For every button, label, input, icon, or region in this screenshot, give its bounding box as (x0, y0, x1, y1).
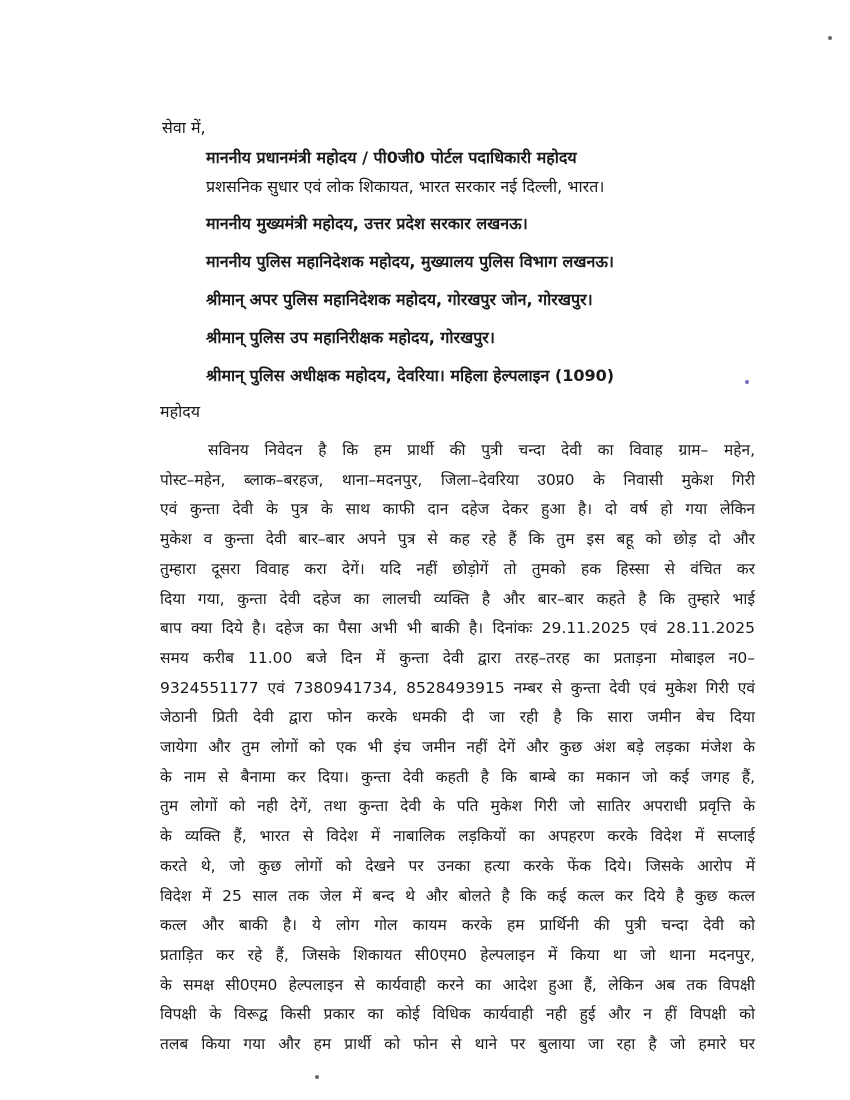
greeting: महोदय (160, 402, 200, 421)
scan-speck (828, 36, 832, 40)
body-line: जेठानी प्रिती देवी द्वारा फोन करके धमकी दी जा रही है कि सारा जमीन बेच दिया (160, 708, 755, 727)
body-line: विदेश में 25 साल तक जेल में बन्द थे और बोलते है कि कई कत्ल कर दिये है कुछ कत्ल (160, 886, 755, 905)
body-line: के समक्ष सी0एम0 हेल्पलाइन से कार्यवाही करने का आदेश हुआ हैं, लेकिन अब तक विपक्षी (160, 975, 755, 994)
body-line: समय करीब 11.00 बजे दिन में कुन्ता देवी द्वारा तरह–तरह का प्रताड़ना मोबाइल न0– (160, 648, 755, 667)
body-line: के नाम से बैनामा कर दिया। कुन्ता देवी कहती है कि बाम्बे का मकान जो कई जगह हैं, (160, 767, 755, 786)
body-line: 9324551177 एवं 7380941734, 8528493915 नम्बर से कुन्ता देवी एवं मुकेश गिरी एवं (160, 678, 755, 697)
addressee-pm-dept: प्रशसनिक सुधार एवं लोक शिकायत, भारत सरकार नई दिल्ली, भारत। (206, 177, 605, 196)
body-line: दिया गया, कुन्ता देवी दहेज का लालची व्यक्ति है और बार–बार कहते है कि तुम्हारे भाई (160, 589, 755, 608)
body-line: करते थे, जो कुछ लोगों को देखने पर उनका हत्या करके फेंक दिये। जिसके आरोप में (160, 856, 755, 875)
addressee-adg: श्रीमान् अपर पुलिस महानिदेशक महोदय, गोरखपुर जोन, गोरखपुर। (206, 290, 593, 309)
addressee-cm: माननीय मुख्यमंत्री महोदय, उत्तर प्रदेश सरकार लखनऊ। (206, 214, 528, 233)
body-line: तुम लोगों को नही देगें, तथा कुन्ता देवी के पति मुकेश गिरी जो सातिर अपराधी प्रवृत्ति के (160, 797, 755, 816)
body-line: कत्ल और बाकी है। ये लोग गोल कायम करके हम प्रार्थिनी की पुत्री चन्दा देवी को (160, 916, 755, 935)
addressee-sp: श्रीमान् पुलिस अधीक्षक महोदय, देवरिया। महिला हेल्पलाइन (1090) (206, 366, 615, 385)
body-line: पोस्ट–महेन, ब्लाक–बरहज, थाना–मदनपुर, जिला–देवरिया उ0प्र0 के निवासी मुकेश गिरी (160, 470, 755, 489)
body-line: मुकेश व कुन्ता देवी बार–बार अपने पुत्र से कह रहे हैं कि तुम इस बहू को छोड़ दो और (160, 530, 755, 549)
body-line: सविनय निवेदन है कि हम प्रार्थी की पुत्री चन्दा देवी का विवाह ग्राम– महेन, (208, 441, 755, 459)
scan-speck (315, 1075, 319, 1079)
body-line: विपक्षी के विरूद्व किसी प्रकार का कोई विधिक कार्यवाही नही हुई और न हीं विपक्षी को (160, 1005, 755, 1024)
body-line: बाप क्या दिये है। दहेज का पैसा अभी भी बाकी है। दिनांकः 29.11.2025 एवं 28.11.2025 (160, 619, 755, 638)
addressee-dig: श्रीमान् पुलिस उप महानिरीक्षक महोदय, गोरखपुर। (206, 328, 495, 347)
body-line: तलब किया गया और हम प्रार्थी को फोन से थाने पर बुलाया जा रहा है जो हमारे घर (160, 1035, 755, 1054)
addressee-pm: माननीय प्रधानमंत्री महोदय / पी0जी0 पोर्टल पदाधिकारी महोदय (206, 148, 577, 167)
salutation: सेवा में, (162, 118, 206, 137)
body-line: जायेगा और तुम लोगों को एक भी इंच जमीन नहीं देगें और कुछ अंश बड़े लड़का मंजेश के (160, 738, 755, 757)
body-line: तुम्हारा दूसरा विवाह करा देगें। यदि नहीं छोड़ोगें तो तुमको हक हिस्सा से वंचित कर (160, 559, 755, 578)
body-line: के व्यक्ति हैं, भारत से विदेश में नाबालिक लड़कियों का अपहरण करके विदेश में सप्लाई (160, 827, 755, 846)
body-line: प्रताड़ित कर रहे हैं, जिसके शिकायत सी0एम0 हेल्पलाइन में किया था जो थाना मदनपुर, (160, 945, 755, 964)
body-line: एवं कुन्ता देवी के पुत्र के साथ काफी दान दहेज देकर हुआ है। दो वर्ष हो गया लेकिन (160, 500, 755, 519)
scan-speck (745, 380, 749, 384)
addressee-dgp: माननीय पुलिस महानिदेशक महोदय, मुख्यालय पुलिस विभाग लखनऊ। (206, 252, 614, 271)
letter-body (160, 436, 755, 1060)
